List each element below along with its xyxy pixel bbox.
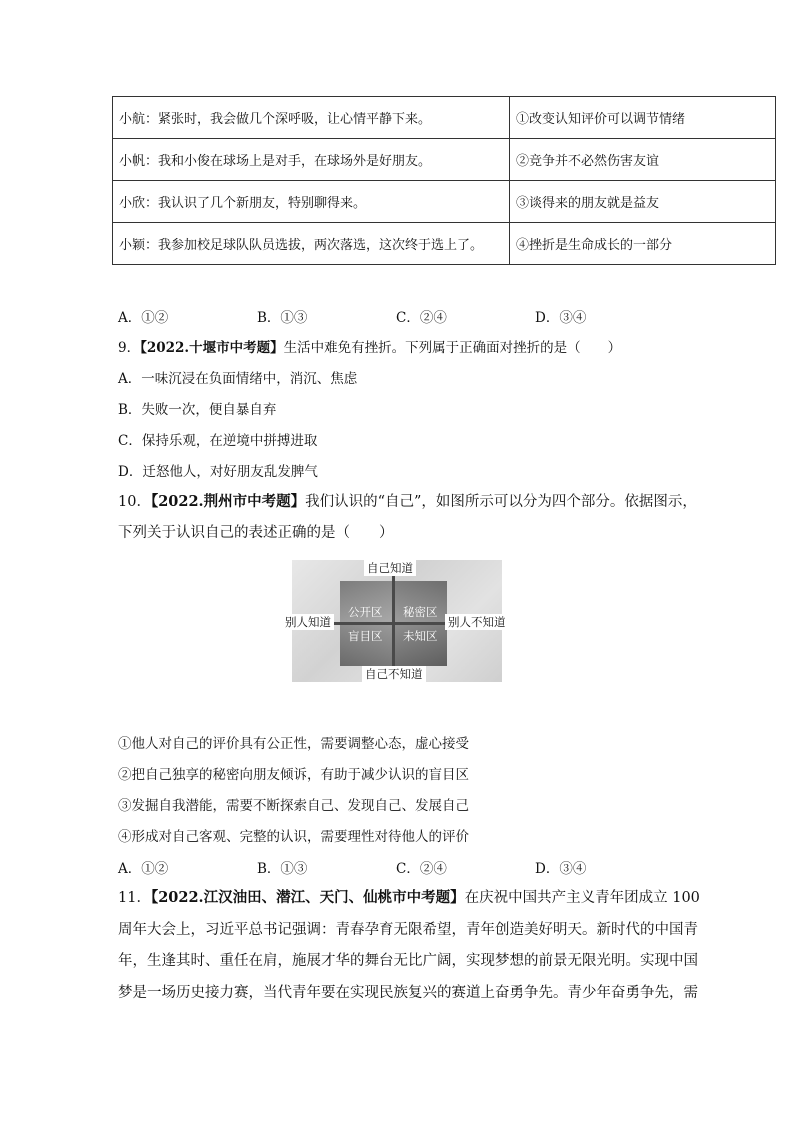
table-row: [113, 139, 776, 181]
label-others-know: 别人知道: [282, 614, 334, 630]
q10-stem-line2: 下列关于认识自己的表述正确的是（ ）: [118, 525, 394, 541]
table-row: [113, 181, 776, 223]
label-open-area: 公开区: [348, 605, 383, 619]
question-source: 【2022.十堰市中考题】: [140, 340, 284, 356]
label-unknown-area: 未知区: [403, 629, 438, 643]
table-cell: ①改变认知评价可以调节情绪: [510, 97, 776, 139]
q11-text-line4: 梦是一场历史接力赛，当代青年要在实现民族复兴的赛道上奋勇争先。青少年奋勇争先，需: [118, 985, 698, 1001]
option-c: C．②④: [396, 861, 447, 877]
question-source: 【2022.江汉油田、潜江、天门、仙桃市中考题】: [150, 889, 465, 906]
question-text: 在庆祝中国共产主义青年团成立 100: [464, 890, 700, 906]
table-cell: ④挫折是生命成长的一部分: [510, 223, 776, 265]
option-b: B．①③: [257, 861, 308, 877]
table-cell: 小欣：我认识了几个新朋友，特别聊得来。: [113, 181, 510, 223]
label-blind-area: 盲目区: [348, 629, 383, 643]
table-cell: ②竞争并不必然伤害友谊: [510, 139, 776, 181]
question-number: 9．: [118, 340, 141, 356]
table-cell: ③谈得来的朋友就是益友: [510, 181, 776, 223]
question-source: 【2022.荆州市中考题】: [150, 493, 306, 510]
table-row: [113, 223, 776, 265]
q11-text-line3: 年，生逢其时、重任在肩，施展才华的舞台无比广阔，实现梦想的前景无限光明。实现中国: [118, 953, 698, 969]
q10-statement-1: ①他人对自己的评价具有公正性，需要调整心态，虚心接受: [118, 736, 469, 752]
q10-statement-3: ③发掘自我潜能，需要不断探索自己、发现自己、发展自己: [118, 798, 469, 814]
q9-stem: [118, 336, 621, 356]
q9-option-d: D．迁怒他人，对好朋友乱发脾气: [118, 464, 318, 480]
statement-table: [112, 96, 776, 265]
label-others-unknown: 别人不知道: [445, 614, 509, 630]
table-cell: 小帆：我和小俊在球场上是对手，在球场外是好朋友。: [113, 139, 510, 181]
label-self-unknown: 自己不知道: [362, 666, 426, 682]
q10-statement-2: ②把自己独享的秘密向朋友倾诉，有助于减少认识的盲目区: [118, 767, 469, 783]
q10-stem-line1: [118, 490, 697, 511]
label-hidden-area: 秘密区: [403, 605, 438, 619]
question-text: 我们认识的“自己”，如图所示可以分为四个部分。依据图示，: [305, 494, 697, 510]
option-b: B．①③: [257, 310, 308, 326]
table-cell: 小颖：我参加校足球队队员选拔，两次落选，这次终于选上了。: [113, 223, 510, 265]
label-self-known: 自己知道: [364, 560, 416, 576]
q11-text-line2: 周年大会上，习近平总书记强调：青春孕育无限希望，青年创造美好明天。新时代的中国青: [118, 922, 698, 938]
option-d: D．③④: [535, 861, 587, 877]
table-cell: 小航：紧张时，我会做几个深呼吸，让心情平静下来。: [113, 97, 510, 139]
question-text: 生活中难免有挫折。下列属于正确面对挫折的是（ ）: [283, 340, 622, 356]
q9-option-b: B．失败一次，便自暴自弃: [118, 402, 277, 418]
q9-option-a: A．一味沉浸在负面情绪中，消沉、焦虑: [118, 371, 358, 387]
johari-window-figure: [285, 560, 506, 682]
option-d: D．③④: [535, 310, 587, 326]
q10-statement-4: ④形成对自己客观、完整的认识，需要理性对待他人的评价: [118, 829, 469, 845]
option-c: C．②④: [396, 310, 447, 326]
vertical-axis: [392, 572, 395, 668]
table-row: [113, 97, 776, 139]
question-number: 11．: [118, 890, 151, 906]
option-a: A．①②: [118, 310, 169, 326]
option-a: A．①②: [118, 861, 169, 877]
q9-option-c: C．保持乐观，在逆境中拼搏进取: [118, 433, 318, 449]
q11-stem-line1: [118, 886, 700, 907]
question-number: 10．: [118, 494, 151, 510]
